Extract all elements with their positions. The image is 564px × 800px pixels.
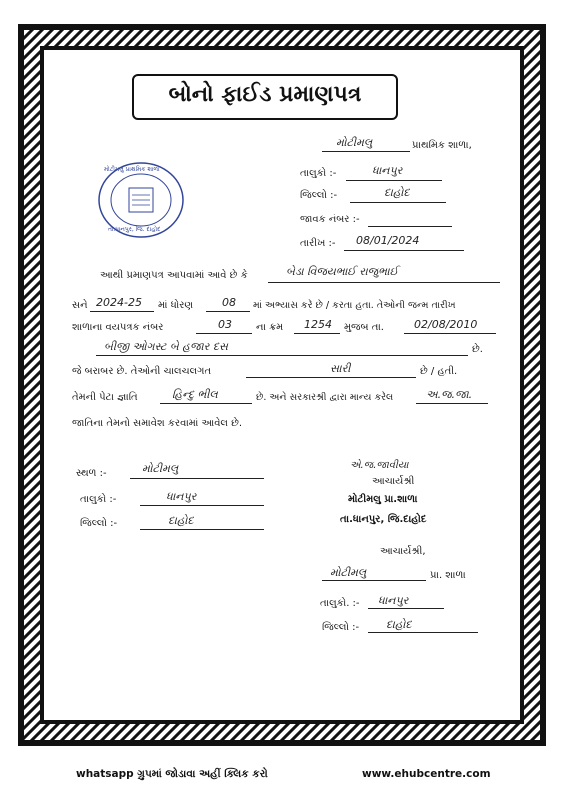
principal-school: મોટીમલુ પ્રા.શાળા bbox=[348, 494, 418, 505]
standard: 08 bbox=[222, 296, 236, 309]
stamp-text-top: મોટીમલુ પ્રાથમિક શાળા bbox=[104, 166, 160, 173]
category-value: અ.જ.જા. bbox=[426, 388, 473, 401]
principal-address: તા.ધાનપુર, જિ.દાહોદ bbox=[340, 514, 427, 525]
place-label: સ્થળ :- bbox=[76, 468, 107, 479]
body-line2-mid2: માં અભ્યાસ કરે છે / કરતા હતા. તેઓની જન્મ તારીખ bbox=[253, 300, 456, 311]
footer-district-label: જિલ્લો :- bbox=[80, 518, 118, 529]
register-serial-no: 1254 bbox=[304, 318, 332, 331]
principal2-district-value: દાહોદ bbox=[386, 618, 412, 631]
date-label: તારીખ :- bbox=[300, 238, 336, 249]
body-line3-mid2: મુજબ તા. bbox=[344, 322, 384, 333]
body-line2-prefix: સને bbox=[72, 300, 88, 311]
principal2-taluka-value: ધાનપુર bbox=[378, 594, 409, 607]
body-line3-mid: ના ક્રમ bbox=[256, 322, 284, 333]
academic-year: 2024-25 bbox=[96, 296, 142, 309]
conduct-value: સારી bbox=[330, 362, 351, 375]
birth-date: 02/08/2010 bbox=[414, 318, 478, 331]
principal2-title: આચાર્યશ્રી, bbox=[380, 546, 426, 557]
body-line6-prefix: તેમની પેટા જ્ઞાતિ bbox=[72, 392, 138, 403]
district-label: જિલ્લો :- bbox=[300, 190, 338, 201]
body-line6-mid: છે. અને સરકારશ્રી દ્વારા માન્ય કરેલ bbox=[256, 392, 394, 403]
footer-taluka-label: તાલુકો :- bbox=[80, 494, 117, 505]
taluka-label: તાલુકો :- bbox=[300, 168, 337, 179]
student-name: બેડા વિજયભાઈ રાજુભાઈ bbox=[286, 265, 399, 278]
body-line2-mid1: માં ધોરણ bbox=[158, 300, 194, 311]
register-book-no: 03 bbox=[218, 318, 232, 331]
body-line3-prefix: શાળાના વયપત્રક નંબર bbox=[72, 322, 164, 333]
district-value: દાહોદ bbox=[384, 186, 410, 199]
body-line4-suffix: છે. bbox=[472, 344, 483, 355]
title-box bbox=[132, 74, 398, 120]
school-label: પ્રાથમિક શાળા, bbox=[412, 140, 472, 151]
body-line5-suffix: છે / હતી. bbox=[420, 366, 458, 377]
birth-date-in-words: બીજી ઓગસ્ટ બે હજાર દસ bbox=[104, 340, 228, 353]
body-line7: જાતિના તેમનો સમાવેશ કરવામાં આવેલ છે. bbox=[72, 418, 243, 429]
principal2-school-value: મોટીમલુ bbox=[330, 566, 367, 579]
principal-title: આચાર્યશ્રી bbox=[372, 476, 415, 487]
certificate-title: બોનો ફાઈડ પ્રમાણપત્ર bbox=[168, 82, 362, 107]
principal-signature: એ.જ.જાવીયા bbox=[350, 460, 409, 471]
footer-taluka-value: ધાનપુર bbox=[166, 490, 197, 503]
principal2-school-label: પ્રા. શાળા bbox=[430, 570, 466, 581]
principal2-taluka-label: તાલુકો. :- bbox=[320, 598, 360, 609]
whatsapp-group-link[interactable]: whatsapp ગ્રુપમાં જોડાવા અહીં ક્લિક કરો bbox=[76, 768, 268, 780]
body-line1-label: આથી પ્રમાણપત્ર આપવામાં આવે છે કે bbox=[100, 270, 248, 281]
taluka-value: ધાનપુર bbox=[372, 164, 403, 177]
decorative-border bbox=[18, 24, 546, 746]
principal2-district-label: જિલ્લો :- bbox=[322, 622, 360, 633]
place-value: મોટીમલુ bbox=[142, 462, 179, 475]
sub-caste-value: હિન્દુ ભીલ bbox=[172, 388, 218, 401]
footer-district-value: દાહોદ bbox=[168, 514, 194, 527]
website-link[interactable]: www.ehubcentre.com bbox=[362, 768, 491, 780]
outward-no-label: જાવક નંબર :- bbox=[300, 214, 360, 225]
school-name-value: મોટીમલુ bbox=[336, 136, 373, 149]
stamp-text-bottom: તા.ધાનપુર, જિ. દાહોદ bbox=[108, 226, 161, 233]
date-value: 08/01/2024 bbox=[356, 234, 420, 247]
body-line5-prefix: જે બરાબર છે. તેઓની ચાલચલગત bbox=[72, 366, 212, 377]
